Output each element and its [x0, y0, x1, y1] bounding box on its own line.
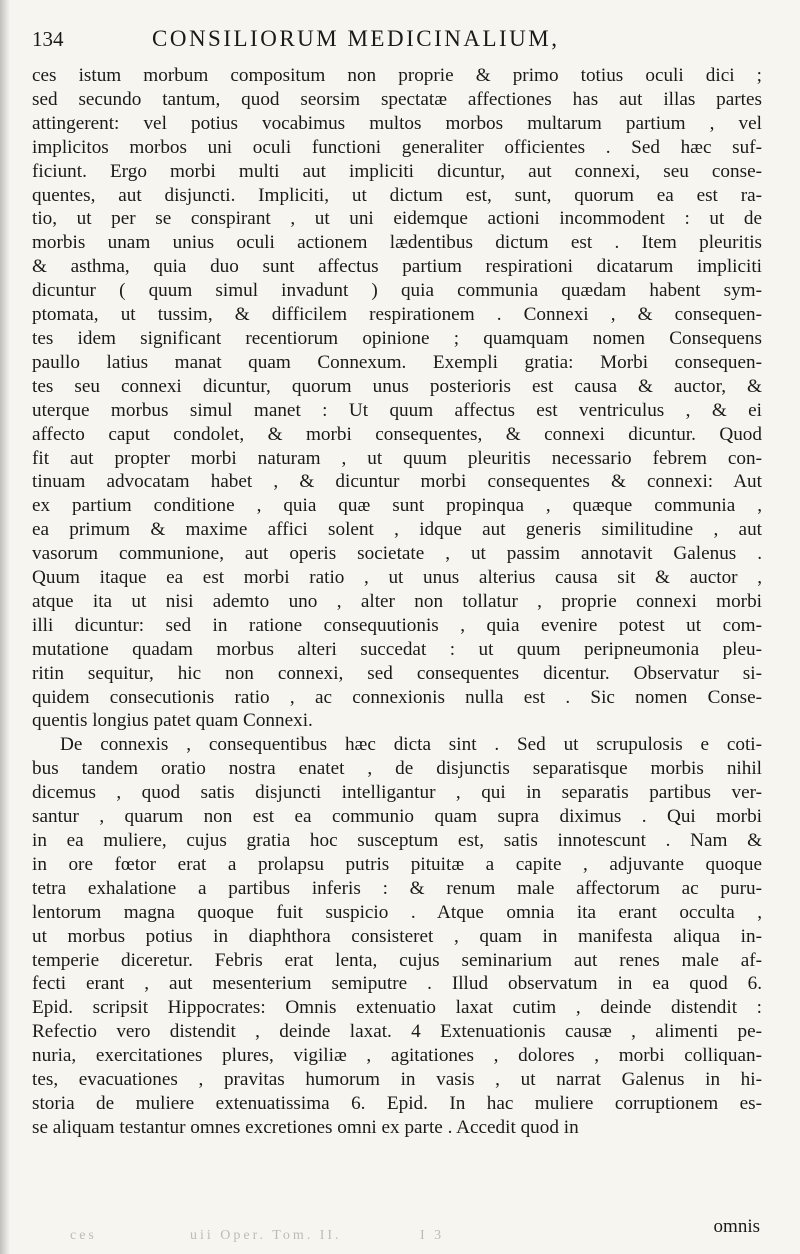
text-line: temperie diceretur. Febris erat lenta, cujus seminarium aut renes male af- [32, 949, 762, 971]
text-line: dicemus , quod satis disjuncti intelligantur , qui in separatis partibus ver- [32, 782, 762, 804]
text-line: tio, ut per se conspirant , ut uni eidemque actioni incommodent : ut de [32, 208, 762, 230]
text-line: Refectio vero distendit , deinde laxat. 4 Extenuationis causæ , alimenti pe- [32, 1021, 762, 1043]
text-line: dicuntur ( quum simul invadunt ) quia communia quædam habent sym- [32, 280, 762, 302]
text-line: tes idem significant recentiorum opinione ; quamquam nomen Consequens [32, 327, 762, 349]
text-line: attingerent: vel potius vocabimus multos morbos multarum partium , vel [32, 112, 762, 134]
body-text [32, 64, 762, 1140]
text-line: quidem consecutionis ratio , ac connexionis nulla est . Sic nomen Conse- [32, 686, 762, 708]
text-line: in ea muliere, cujus gratia hoc susceptum est, satis innotescunt . Nam & [32, 830, 762, 851]
text-line: paullo latius manat quam Connexum. Exempli gratia: Morbi consequen- [32, 351, 762, 373]
paragraph-1 [32, 64, 762, 733]
text-line: tinuam advocatam habet , & dicuntur morbi consequentes & connexi: Aut [32, 471, 762, 493]
page-number: 134 [32, 27, 64, 51]
text-line: santur , quarum non est ea communio quam supra diximus . Qui morbi [32, 806, 762, 828]
text-line: & asthma, quia duo sunt affectus partium respirationi dicatarum impliciti [32, 256, 762, 278]
text-line: implicitos morbos uni oculi functioni generaliter officientes . Sed hæc suf- [32, 136, 762, 158]
text-line: in ore fœtor erat a prolapsu putris pituitæ a capite , adjuvante quoque [32, 853, 762, 875]
text-line: De connexis , consequentibus hæc dicta sint . Sed ut scrupulosis e coti- [60, 734, 762, 756]
text-line: ptomata, ut tussim, & difficilem respirationem . Connexi , & consequen- [32, 304, 762, 326]
text-line: tetra exhalatione a partibus inferis : & renum male affectorum ac puru- [32, 877, 762, 899]
text-line: uterque morbus simul manet : Ut quum affectus est ventriculus , & ei [32, 399, 762, 421]
text-line: quentis longius patet quam Connexi. [32, 710, 313, 732]
text-line: vasorum communione, aut operis societate , ut passim annotavit Galenus . [32, 543, 762, 565]
text-line: Epid. scripsit Hippocrates: Omnis extenuatio laxat cutim , deinde distendit : [32, 997, 762, 1019]
text-line: lentorum magna quoque fuit suspicio . Atque omnia ita erant occulta , [32, 901, 762, 923]
text-line: fecti erant , aut mesenterium semiputre . Illud observatum in ea quod 6. [32, 973, 762, 995]
page-header [32, 26, 762, 60]
bleed-through-middle: uii Oper. Tom. II. [190, 1228, 342, 1243]
text-line: ces istum morbum compositum non proprie & primo totius oculi dici ; [32, 65, 762, 86]
text-line: tes, evacuationes , pravitas humorum in vasis , ut narrat Galenus in hi- [32, 1069, 762, 1091]
text-line: mutatione quadam morbus alteri succedat : ut quum peripneumonia pleu- [32, 638, 762, 660]
bleed-through-left: ces [70, 1228, 97, 1243]
text-line: ficiunt. Ergo morbi multi aut impliciti dicuntur, aut connexi, seu conse- [32, 160, 762, 182]
text-line: fit aut propter morbi naturam , ut quum pleuritis necessario febrem con- [32, 447, 762, 469]
text-line: Quum itaque ea est morbi ratio , ut unus alterius causa sit & auctor , [32, 567, 762, 589]
text-line: ea primum & maxime affici solent , idque aut generis similitudine , aut [32, 519, 762, 541]
text-line: illi dicuntur: sed in ratione consequutionis , quia evenire potest ut com- [32, 614, 762, 636]
text-line: ex partium conditione , quia quæ sunt propinqua , quæque communia , [32, 495, 762, 517]
text-line: se aliquam testantur omnes excretiones omni ex parte . Accedit quod in [32, 1116, 579, 1138]
text-line: storia de muliere extenuatissima 6. Epid. In hac muliere corruptionem es- [32, 1092, 762, 1114]
paragraph-2 [32, 733, 762, 1139]
text-line: sed secundo tantum, quod seorsim spectatæ affectiones has aut illas partes [32, 88, 762, 110]
text-line: ut morbus potius in diaphthora consisteret , quam in manifesta aliqua in- [32, 925, 762, 947]
text-line: morbis unam unius oculi actionem lædentibus dictum est . Item pleuritis [32, 232, 762, 254]
bleed-through-text [0, 1228, 800, 1254]
text-line: quentes, aut disjuncti. Impliciti, ut dictum est, sunt, quorum ea est ra- [32, 184, 762, 206]
text-line: atque ita ut nisi ademto uno , alter non tollatur , proprie connexi morbi [32, 590, 762, 612]
text-line: ritin sequitur, hic non connexi, sed consequentes dicentur. Observatur si- [32, 662, 762, 684]
text-line: bus tandem oratio nostra enatet , de disjunctis separatisque morbis nihil [32, 758, 762, 780]
catchword: omnis [713, 1216, 760, 1237]
text-line: nuria, exercitationes plures, vigiliæ , agitationes , dolores , morbi colliquan- [32, 1045, 762, 1067]
text-line: affecto caput condolet, & morbi consequentes, & connexi dicuntur. Quod [32, 423, 762, 445]
text-line: tes seu connexi dicuntur, quorum unus posterioris est causa & auctor, & [32, 375, 762, 397]
running-title: CONSILIORUM MEDICINALIUM, [152, 26, 560, 51]
bleed-through-right: I 3 [420, 1228, 445, 1243]
